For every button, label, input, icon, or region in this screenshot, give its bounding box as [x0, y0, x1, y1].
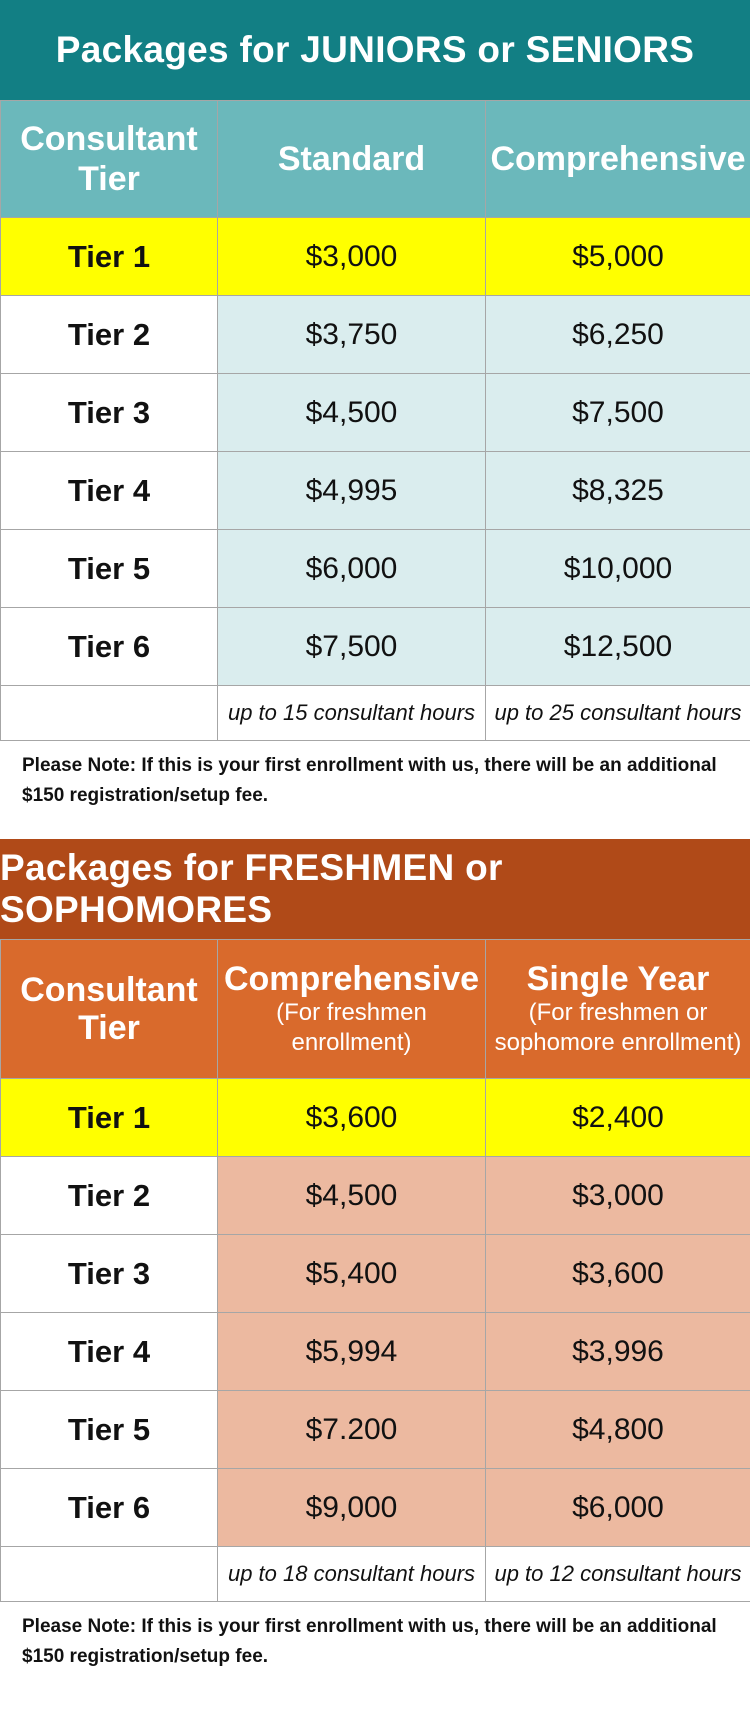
price-cell: $3,600 — [486, 1235, 750, 1313]
table-row — [1, 1469, 750, 1547]
price-cell: $7,500 — [218, 608, 486, 686]
table-row — [1, 530, 750, 608]
juniors-seniors-title: Packages for JUNIORS or SENIORS — [0, 0, 750, 100]
table-row — [1, 1157, 750, 1235]
price-cell: $3,996 — [486, 1313, 750, 1391]
tier-label: Tier 6 — [1, 608, 218, 686]
price-cell: $9,000 — [218, 1469, 486, 1547]
header-comprehensive-subtitle: (For freshmen enrollment) — [276, 999, 427, 1056]
table-row — [1, 374, 750, 452]
hours-row — [1, 686, 750, 741]
header-standard: Standard — [218, 101, 486, 218]
price-cell: $2,400 — [486, 1079, 750, 1157]
price-cell: $3,600 — [218, 1079, 486, 1157]
table-row — [1, 452, 750, 530]
price-cell: $5,994 — [218, 1313, 486, 1391]
empty-cell — [1, 1547, 218, 1602]
registration-fee-note: Please Note: If this is your first enrollment with us, there will be an additional $150 registration/setup fee. — [22, 755, 717, 806]
tier-label: Tier 2 — [1, 1157, 218, 1235]
header-consultant-tier: Consultant Tier — [1, 101, 218, 218]
price-cell: $6,000 — [218, 530, 486, 608]
price-cell: $4,995 — [218, 452, 486, 530]
freshmen-sophomores-packages — [0, 839, 750, 1694]
juniors-seniors-table — [0, 100, 750, 741]
tier-label: Tier 1 — [1, 218, 218, 296]
price-cell: $4,500 — [218, 374, 486, 452]
table-row — [1, 1391, 750, 1469]
table-row — [1, 608, 750, 686]
header-comprehensive: Comprehensive — [486, 101, 750, 218]
tier-label: Tier 5 — [1, 1391, 218, 1469]
registration-fee-note: Please Note: If this is your first enrollment with us, there will be an additional $150 registration/setup fee. — [22, 1616, 717, 1667]
price-cell: $10,000 — [486, 530, 750, 608]
price-cell: $12,500 — [486, 608, 750, 686]
price-cell: $5,000 — [486, 218, 750, 296]
juniors-seniors-packages — [0, 0, 750, 833]
hours-single-year: up to 12 consultant hours — [486, 1547, 750, 1602]
tier-label: Tier 4 — [1, 1313, 218, 1391]
price-cell: $6,000 — [486, 1469, 750, 1547]
table-row — [1, 296, 750, 374]
price-cell: $5,400 — [218, 1235, 486, 1313]
empty-cell — [1, 686, 218, 741]
tier-label: Tier 3 — [1, 1235, 218, 1313]
hours-row — [1, 1547, 750, 1602]
table-row — [1, 1235, 750, 1313]
table-header-row — [1, 101, 750, 218]
freshmen-sophomores-title: Packages for FRESHMEN or SOPHOMORES — [0, 839, 750, 939]
price-cell: $3,000 — [486, 1157, 750, 1235]
header-consultant-tier: Consultant Tier — [1, 940, 218, 1079]
tier-label: Tier 6 — [1, 1469, 218, 1547]
header-comprehensive — [218, 940, 486, 1079]
header-comprehensive-label: Comprehensive — [223, 960, 480, 998]
price-cell: $6,250 — [486, 296, 750, 374]
price-cell: $4,800 — [486, 1391, 750, 1469]
hours-standard: up to 15 consultant hours — [218, 686, 486, 741]
price-cell: $4,500 — [218, 1157, 486, 1235]
tier-label: Tier 4 — [1, 452, 218, 530]
price-cell: $3,000 — [218, 218, 486, 296]
tier-label: Tier 2 — [1, 296, 218, 374]
table-row — [1, 218, 750, 296]
price-cell: $7.200 — [218, 1391, 486, 1469]
table-row — [1, 1313, 750, 1391]
table-row — [1, 1079, 750, 1157]
tier-label: Tier 1 — [1, 1079, 218, 1157]
header-single-year-label: Single Year — [526, 960, 710, 998]
hours-comprehensive: up to 25 consultant hours — [486, 686, 750, 741]
table-header-row — [1, 940, 750, 1079]
price-cell: $3,750 — [218, 296, 486, 374]
price-cell: $7,500 — [486, 374, 750, 452]
header-single-year — [486, 940, 750, 1079]
tier-label: Tier 3 — [1, 374, 218, 452]
header-single-year-subtitle: (For freshmen or sophomore enrollment) — [494, 999, 742, 1056]
tier-label: Tier 5 — [1, 530, 218, 608]
hours-comprehensive: up to 18 consultant hours — [218, 1547, 486, 1602]
freshmen-sophomores-table — [0, 939, 750, 1602]
price-cell: $8,325 — [486, 452, 750, 530]
